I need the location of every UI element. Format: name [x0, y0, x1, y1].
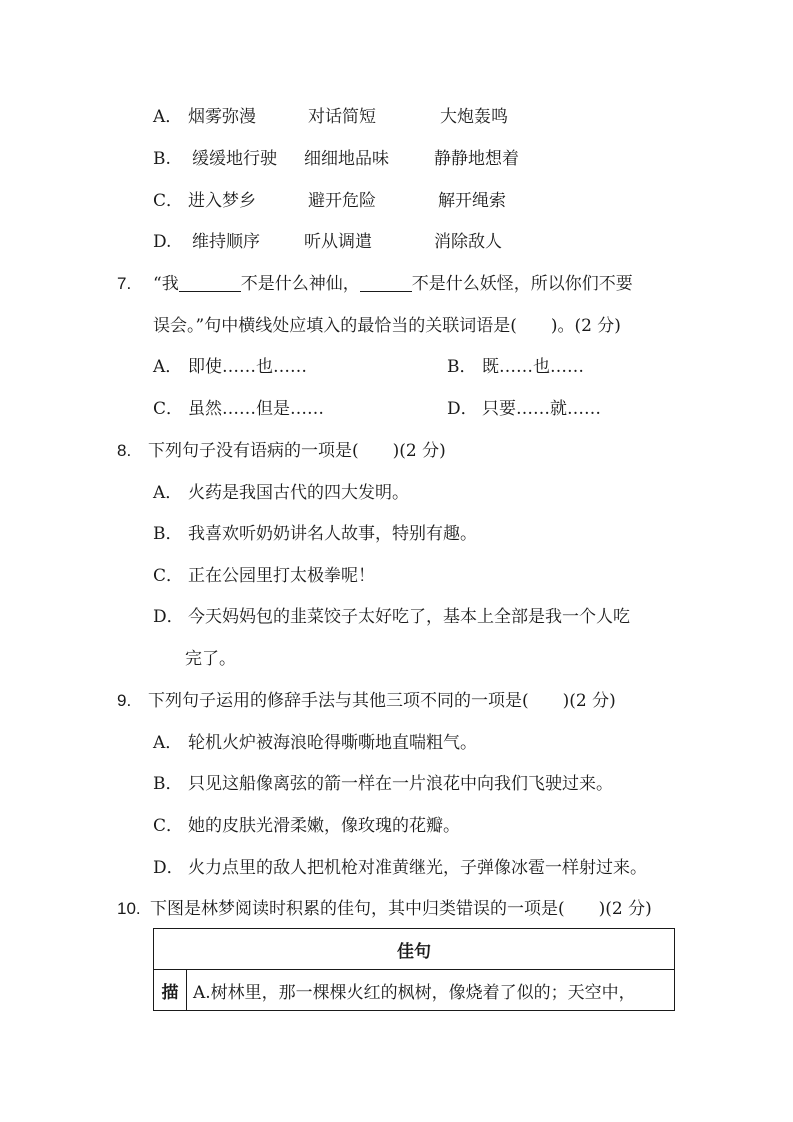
q9-option-a-text: 轮机火炉被海浪呛得嘶嘶地直喘粗气。 [188, 733, 477, 753]
table-header-row [154, 929, 675, 970]
q8-option-b-letter: B． [153, 524, 183, 544]
q10-stem: 下图是林梦阅读时积累的佳句，其中归类错误的一项是( )(2 分) [150, 899, 652, 919]
q8-option-d-letter: D． [153, 607, 184, 627]
q6-option-c-word1: 进入梦乡 [188, 191, 256, 211]
q8-option-c-letter: C． [153, 566, 184, 586]
q9-option-d-letter: D． [153, 858, 184, 878]
q7-stem-part1: “我 [153, 274, 179, 294]
sentence-table [153, 928, 675, 1011]
q7-blank-2[interactable] [360, 273, 412, 292]
q9-stem: 下列句子运用的修辞手法与其他三项不同的一项是( )(2 分) [148, 691, 616, 711]
q8-option-c-text: 正在公园里打太极拳呢！ [188, 566, 375, 586]
q7-option-b-text: 既……也…… [482, 357, 584, 377]
q8-option-b-text: 我喜欢听奶奶讲名人故事，特别有趣。 [188, 524, 477, 544]
q7-stem-line1 [153, 273, 633, 295]
q9-number: 9. [117, 691, 132, 710]
q6-option-b-word2: 细细地品味 [304, 149, 389, 169]
q8-option-a-text: 火药是我国古代的四大发明。 [188, 483, 409, 503]
q9-option-c-text: 她的皮肤光滑柔嫩，像玫瑰的花瓣。 [188, 816, 460, 836]
q6-option-c-word3: 解开绳索 [438, 191, 506, 211]
q7-stem-part2: 不是什么神仙， [240, 274, 360, 294]
q6-option-b-word1: 缓缓地行驶 [192, 149, 277, 169]
table-sentence-cell: A.树林里，那一棵棵火红的枫树，像烧着了似的；天空中， [187, 970, 675, 1011]
q7-option-c-text: 虽然……但是…… [188, 399, 324, 419]
q6-option-d-word2: 听从调遣 [304, 232, 372, 252]
q6-option-a-word2: 对话简短 [308, 107, 376, 127]
q7-blank-1[interactable] [179, 273, 241, 292]
q6-option-d-word1: 维持顺序 [192, 232, 260, 252]
table-row [154, 970, 675, 1011]
q9-option-c-letter: C． [153, 816, 184, 836]
q9-option-b-letter: B． [153, 774, 183, 794]
q7-option-d-letter: D． [447, 399, 478, 419]
table-header: 佳句 [154, 929, 675, 970]
q6-option-a-word1: 烟雾弥漫 [188, 107, 256, 127]
table-category-cell: 描 [154, 970, 187, 1011]
q6-option-b-letter: B. [153, 149, 171, 169]
q7-option-a-letter: A． [153, 357, 183, 377]
q8-option-a-letter: A． [153, 483, 183, 503]
q6-option-c-letter: C． [153, 191, 184, 211]
q6-option-a-word3: 大炮轰鸣 [440, 107, 508, 127]
q7-option-b-letter: B． [447, 357, 477, 377]
q7-stem-line2: 误会。”句中横线处应填入的最恰当的关联词语是( )。(2 分) [153, 316, 621, 336]
q9-option-d-text: 火力点里的敌人把机枪对准黄继光，子弹像冰雹一样射过来。 [188, 858, 647, 878]
q6-option-d-word3: 消除敌人 [434, 232, 502, 252]
q8-stem: 下列句子没有语病的一项是( )(2 分) [148, 441, 446, 461]
q9-option-a-letter: A． [153, 733, 183, 753]
q6-option-c-word2: 避开危险 [308, 191, 376, 211]
q7-stem-part3: 不是什么妖怪，所以你们不要 [411, 274, 633, 294]
q8-option-d-text: 今天妈妈包的韭菜饺子太好吃了，基本上全部是我一个人吃 [188, 607, 630, 627]
q7-number: 7. [117, 274, 132, 293]
q7-option-c-letter: C． [153, 399, 184, 419]
q6-option-b-word3: 静静地想着 [434, 149, 519, 169]
q8-number: 8. [117, 441, 132, 460]
q6-option-d-letter: D. [153, 232, 172, 252]
q10-number: 10. [117, 899, 141, 918]
q7-option-a-text: 即使……也…… [188, 357, 307, 377]
q7-option-d-text: 只要……就…… [482, 399, 601, 419]
q6-option-a-letter: A． [153, 107, 183, 127]
q8-option-d-continuation: 完了。 [185, 649, 236, 669]
q9-option-b-text: 只见这船像离弦的箭一样在一片浪花中向我们飞驶过来。 [188, 774, 613, 794]
